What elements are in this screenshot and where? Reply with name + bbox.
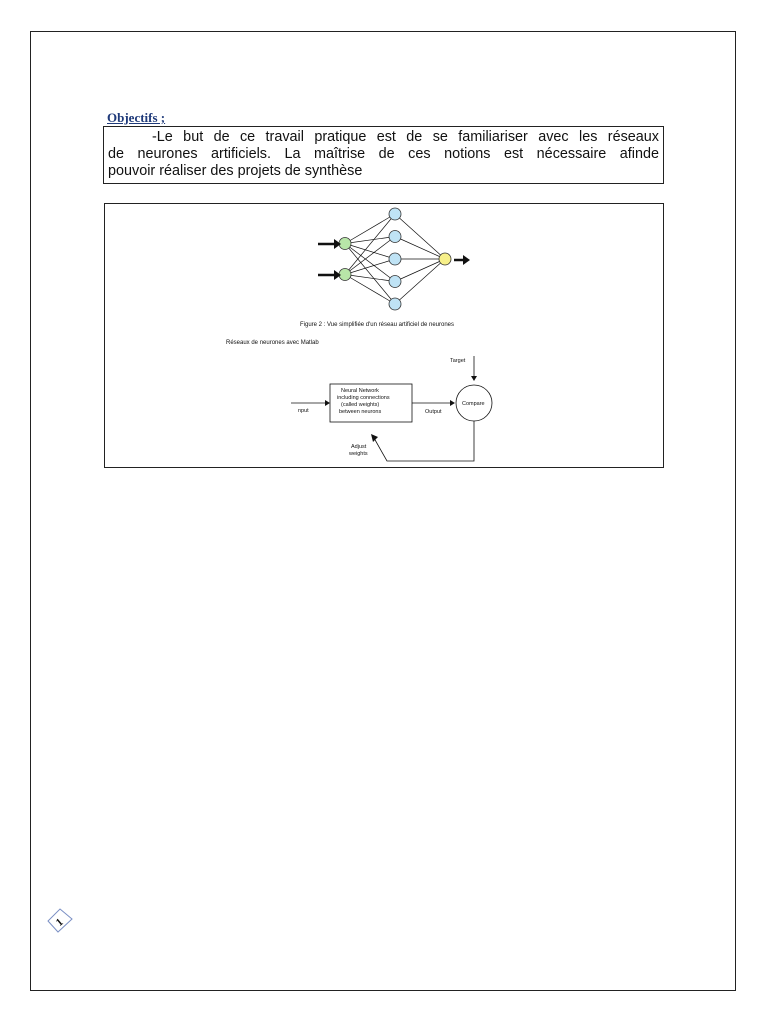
network-connection xyxy=(395,259,445,304)
section-heading: Objectifs ; xyxy=(107,110,166,125)
output-neuron xyxy=(439,253,451,265)
page-number-label: 1 xyxy=(53,916,66,929)
network-connection xyxy=(345,214,395,275)
figure-svg xyxy=(105,204,665,469)
figure-caption: Figure 2 : Vue simplifiée d'un réseau artificiel de neurones xyxy=(300,322,455,328)
hidden-neuron xyxy=(389,208,401,220)
input-arrow xyxy=(318,239,341,249)
target-label: Target xyxy=(450,358,466,364)
page-number-mark xyxy=(46,907,74,935)
network-connection xyxy=(395,259,445,282)
network-connection xyxy=(345,214,395,244)
objective-line-3: pouvoir réaliser des projets de synthèse xyxy=(108,163,363,179)
page-number-icon xyxy=(46,907,74,935)
input-neuron xyxy=(339,269,351,281)
training-diagram xyxy=(291,356,492,461)
figure-subtitle: Réseaux de neurones avec Matlab xyxy=(226,340,319,346)
objective-box xyxy=(103,126,664,184)
input-label: nput xyxy=(298,408,309,414)
figure-frame xyxy=(104,203,664,468)
network-connection xyxy=(395,214,445,259)
feedback-arrowhead xyxy=(371,434,378,442)
box-line-4: between neurons xyxy=(339,409,382,415)
network-connection xyxy=(345,259,395,275)
network-connection xyxy=(345,244,395,260)
output-label: Output xyxy=(425,409,442,415)
box-line-2: including connections xyxy=(337,395,390,401)
hidden-neuron xyxy=(389,276,401,288)
network-connection xyxy=(395,237,445,260)
hidden-neuron xyxy=(389,231,401,243)
input-arrow xyxy=(318,270,341,280)
box-line-3: (called weights) xyxy=(341,402,380,408)
objective-line-1: -Le but de ce travail pratique est de se familiariser avec les réseaux xyxy=(152,129,659,145)
compare-label: Compare xyxy=(462,401,485,407)
target-arrowhead xyxy=(471,376,477,381)
feedback-line xyxy=(374,421,474,461)
hidden-neuron xyxy=(389,298,401,310)
adjust-line-1: Adjust xyxy=(351,444,367,450)
output-arrow xyxy=(454,255,470,265)
adjust-line-2: weights xyxy=(349,451,368,457)
network-diagram xyxy=(318,208,470,310)
network-connection xyxy=(345,275,395,305)
box-line-1: Neural Network xyxy=(341,388,379,394)
input-neuron xyxy=(339,238,351,250)
hidden-neuron xyxy=(389,253,401,265)
objective-line-2: de neurones artificiels. La maîtrise de ces notions est nécessaire afinde xyxy=(108,146,659,162)
network-connection xyxy=(345,244,395,305)
